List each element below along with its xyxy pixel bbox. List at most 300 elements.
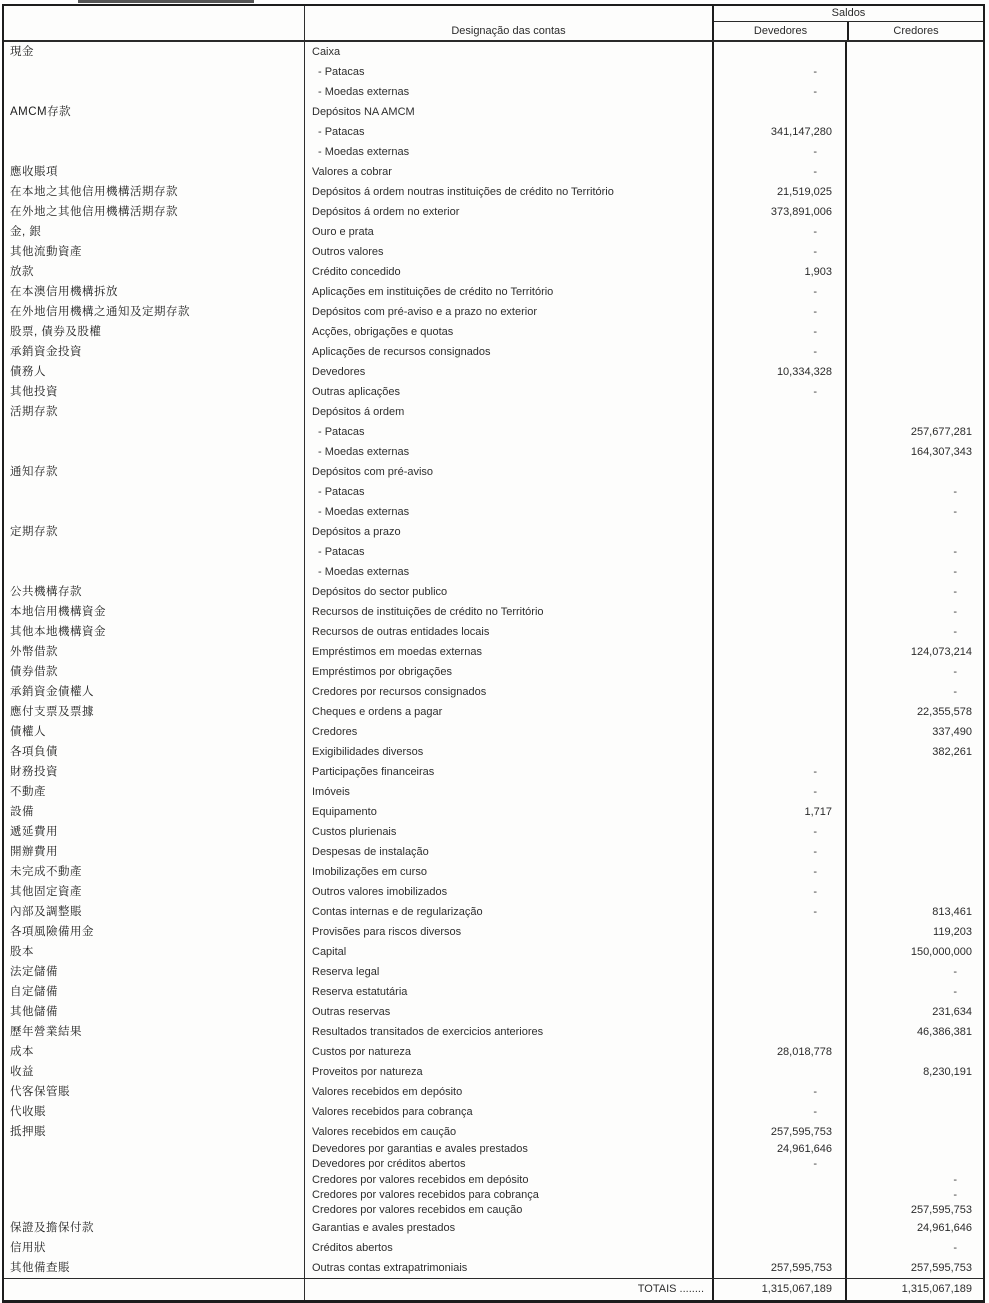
trial-balance-table: [2, 4, 985, 1303]
table-row: [4, 1188, 983, 1203]
credores-value: [845, 882, 985, 902]
credores-value: -: [845, 482, 985, 502]
table-row: [4, 682, 983, 702]
totals-devedores-value: 1,315,067,189: [712, 1279, 845, 1300]
account-name-zh: 其他流動資產: [10, 246, 82, 258]
account-name-pt: Depósitos do sector publico: [304, 582, 712, 602]
account-name-pt: Depósitos com pré-aviso: [304, 462, 712, 482]
totals-zh-cell: [4, 1279, 304, 1300]
table-row: [4, 642, 983, 662]
devedores-value: [712, 482, 845, 502]
table-row: [4, 862, 983, 882]
account-name-pt: Depósitos a prazo: [304, 522, 712, 542]
account-name-zh: 債務人: [10, 366, 46, 378]
devedores-value: -: [712, 782, 845, 802]
account-name-zh: [4, 422, 304, 442]
table-row: [4, 42, 983, 62]
credores-value: 382,261: [845, 742, 985, 762]
account-name-zh: 法定儲備: [10, 966, 58, 978]
table-row: [4, 1258, 983, 1278]
credores-value: 124,073,214: [845, 642, 985, 662]
totals-credores-value: 1,315,067,189: [845, 1279, 985, 1300]
account-name-pt: Credores por recursos consignados: [304, 682, 712, 702]
devedores-value: [712, 42, 845, 62]
devedores-value: [712, 402, 845, 422]
table-row: [4, 1042, 983, 1062]
account-name-pt: Depósitos á ordem noutras instituições de crédito no Território: [304, 182, 712, 202]
table-row: [4, 962, 983, 982]
header-devedores-label: Devedores: [753, 25, 808, 37]
account-name-zh: 收益: [10, 1066, 34, 1078]
credores-value: -: [845, 582, 985, 602]
devedores-value: -: [712, 822, 845, 842]
credores-value: [845, 142, 985, 162]
devedores-value: -: [712, 1102, 845, 1122]
account-name-pt: Devedores: [304, 362, 712, 382]
account-name-pt: - Patacas: [304, 62, 712, 82]
table-header: [4, 6, 983, 42]
account-name-pt: Depósitos NA AMCM: [304, 102, 712, 122]
devedores-value: -: [712, 62, 845, 82]
devedores-value: 21,519,025: [712, 182, 845, 202]
credores-value: [845, 82, 985, 102]
credores-value: [845, 1142, 985, 1157]
account-name-zh: [4, 562, 304, 582]
credores-value: 22,355,578: [845, 702, 985, 722]
credores-value: [845, 342, 985, 362]
table-row: [4, 582, 983, 602]
devedores-value: -: [712, 222, 845, 242]
credores-value: [845, 1102, 985, 1122]
devedores-value: [712, 682, 845, 702]
devedores-value: [712, 542, 845, 562]
credores-value: [845, 362, 985, 382]
header-designacao-label: Designação das contas: [304, 6, 712, 40]
account-name-pt: Crédito concedido: [304, 262, 712, 282]
credores-value: [845, 242, 985, 262]
account-name-zh: 信用狀: [10, 1242, 46, 1255]
devedores-value: -: [712, 1082, 845, 1102]
account-name-pt: Valores recebidos para cobrança: [304, 1102, 712, 1122]
table-row: [4, 142, 983, 162]
table-row: [4, 882, 983, 902]
account-name-zh: 活期存款: [10, 406, 58, 418]
credores-value: [845, 162, 985, 182]
table-row: [4, 502, 983, 522]
table-row: [4, 1203, 983, 1218]
account-name-zh: 財務投資: [10, 766, 58, 778]
devedores-value: -: [712, 322, 845, 342]
credores-value: 337,490: [845, 722, 985, 742]
account-name-zh: 其他本地機構資金: [10, 626, 106, 638]
account-name-pt: Custos plurienais: [304, 822, 712, 842]
table-row: [4, 1173, 983, 1188]
table-row: [4, 302, 983, 322]
table-row: [4, 982, 983, 1002]
table-row: [4, 402, 983, 422]
account-name-zh: 本地信用機構資金: [10, 606, 106, 618]
devedores-value: [712, 522, 845, 542]
account-name-zh: 債券借款: [10, 666, 58, 678]
table-row: [4, 922, 983, 942]
table-row: [4, 842, 983, 862]
account-name-pt: Cheques e ordens a pagar: [304, 702, 712, 722]
account-name-zh: [4, 442, 304, 462]
account-name-zh: 歷年營業結果: [10, 1026, 82, 1038]
credores-value: [845, 462, 985, 482]
credores-value: 46,386,381: [845, 1022, 985, 1042]
account-name-zh: 在外地信用機構之通知及定期存款: [10, 306, 190, 318]
table-row: [4, 382, 983, 402]
devedores-value: 24,961,646: [712, 1142, 845, 1157]
devedores-value: -: [712, 82, 845, 102]
account-name-zh: 抵押賬: [10, 1126, 46, 1138]
devedores-value: [712, 1173, 845, 1188]
devedores-value: 257,595,753: [712, 1122, 845, 1142]
credores-value: [845, 282, 985, 302]
credores-value: [845, 182, 985, 202]
account-name-zh: [4, 82, 304, 102]
credores-value: [845, 822, 985, 842]
credores-value: -: [845, 982, 985, 1002]
devedores-value: 341,147,280: [712, 122, 845, 142]
credores-value: -: [845, 602, 985, 622]
account-name-zh: [4, 1173, 304, 1188]
account-name-zh: 股本: [10, 946, 34, 958]
devedores-value: [712, 962, 845, 982]
devedores-value: -: [712, 242, 845, 262]
account-name-pt: - Moedas externas: [304, 502, 712, 522]
table-row: [4, 602, 983, 622]
devedores-value: [712, 562, 845, 582]
table-row: [4, 122, 983, 142]
account-name-pt: Recursos de outras entidades locais: [304, 622, 712, 642]
account-name-zh: 成本: [10, 1046, 34, 1058]
account-name-zh: 各項負債: [10, 746, 58, 758]
account-name-pt: Recursos de instituições de crédito no Território: [304, 602, 712, 622]
credores-value: [845, 802, 985, 822]
account-name-pt: Outras reservas: [304, 1002, 712, 1022]
accounts-rows: [4, 42, 983, 1278]
account-name-pt: Capital: [304, 942, 712, 962]
account-name-zh: [4, 542, 304, 562]
devedores-value: [712, 102, 845, 122]
account-name-pt: - Moedas externas: [304, 442, 712, 462]
table-row: [4, 662, 983, 682]
table-row: [4, 342, 983, 362]
account-name-pt: Empréstimos por obrigações: [304, 662, 712, 682]
table-row: [4, 1122, 983, 1142]
account-name-zh: [4, 62, 304, 82]
account-name-zh: 承銷資金投資: [10, 346, 82, 358]
account-name-pt: - Moedas externas: [304, 562, 712, 582]
account-name-zh: 股票, 債券及股權: [10, 326, 102, 338]
account-name-zh: 其他投資: [10, 386, 58, 398]
credores-value: 8,230,191: [845, 1062, 985, 1082]
table-row: [4, 1157, 983, 1172]
account-name-zh: 保證及擔保付款: [10, 1222, 94, 1235]
header-credores-label: Credores: [847, 22, 983, 40]
table-row: [4, 262, 983, 282]
table-row: [4, 202, 983, 222]
table-row: [4, 482, 983, 502]
credores-value: -: [845, 1188, 985, 1203]
credores-value: [845, 522, 985, 542]
account-name-zh: 其他儲備: [10, 1006, 58, 1018]
account-name-pt: Caixa: [304, 42, 712, 62]
credores-value: [845, 102, 985, 122]
account-name-zh: 不動產: [10, 786, 46, 798]
table-row: [4, 1002, 983, 1022]
account-name-zh: 定期存款: [10, 526, 58, 538]
account-name-pt: Contas internas e de regularização: [304, 902, 712, 922]
credores-value: [845, 862, 985, 882]
account-name-zh: AMCM存款: [10, 106, 72, 118]
account-name-zh: 放款: [10, 266, 34, 278]
account-name-pt: Acções, obrigações e quotas: [304, 322, 712, 342]
account-name-zh: [4, 482, 304, 502]
table-row: [4, 1022, 983, 1042]
scan-artifact: [78, 0, 254, 3]
credores-value: 813,461: [845, 902, 985, 922]
table-row: [4, 542, 983, 562]
header-saldos-label: Saldos: [714, 6, 983, 22]
account-name-zh: 現金: [10, 46, 34, 58]
devedores-value: 28,018,778: [712, 1042, 845, 1062]
account-name-pt: - Patacas: [304, 542, 712, 562]
account-name-zh: 自定儲備: [10, 986, 58, 998]
table-row: [4, 1142, 983, 1157]
devedores-value: [712, 722, 845, 742]
account-name-pt: Imobilizações em curso: [304, 862, 712, 882]
devedores-value: -: [712, 882, 845, 902]
table-row: [4, 942, 983, 962]
account-name-zh: 其他固定資產: [10, 886, 82, 898]
devedores-value: [712, 622, 845, 642]
devedores-value: [712, 1022, 845, 1042]
credores-value: [845, 402, 985, 422]
account-name-zh: [4, 122, 304, 142]
account-name-pt: Outros valores imobilizados: [304, 882, 712, 902]
table-row: [4, 622, 983, 642]
devedores-value: -: [712, 142, 845, 162]
header-saldos-group: [712, 6, 983, 40]
table-row: [4, 82, 983, 102]
credores-value: [845, 1042, 985, 1062]
devedores-value: -: [712, 1157, 845, 1172]
account-name-zh: [4, 1188, 304, 1203]
account-name-pt: Devedores por créditos abertos: [304, 1157, 712, 1172]
account-name-pt: Valores recebidos em depósito: [304, 1082, 712, 1102]
devedores-value: [712, 422, 845, 442]
devedores-value: -: [712, 902, 845, 922]
account-name-pt: Credores por valores recebidos em caução: [304, 1203, 712, 1218]
credores-value: 119,203: [845, 922, 985, 942]
credores-value: [845, 762, 985, 782]
totals-row: [4, 1278, 983, 1300]
devedores-value: [712, 582, 845, 602]
devedores-value: 257,595,753: [712, 1258, 845, 1278]
credores-value: 24,961,646: [845, 1218, 985, 1238]
credores-value: [845, 302, 985, 322]
account-name-pt: Participações financeiras: [304, 762, 712, 782]
account-name-zh: 在本地之其他信用機構活期存款: [10, 186, 178, 198]
credores-value: [845, 382, 985, 402]
devedores-value: -: [712, 382, 845, 402]
table-row: [4, 802, 983, 822]
credores-value: 257,595,753: [845, 1203, 985, 1218]
account-name-zh: 外幣借款: [10, 646, 58, 658]
devedores-value: 373,891,006: [712, 202, 845, 222]
table-row: [4, 222, 983, 242]
table-row: [4, 1218, 983, 1238]
account-name-zh: [4, 1203, 304, 1218]
account-name-pt: Despesas de instalação: [304, 842, 712, 862]
account-name-pt: Empréstimos em moedas externas: [304, 642, 712, 662]
table-row: [4, 322, 983, 342]
account-name-pt: Aplicações de recursos consignados: [304, 342, 712, 362]
credores-value: -: [845, 542, 985, 562]
devedores-value: -: [712, 162, 845, 182]
table-row: [4, 1238, 983, 1258]
table-row: [4, 282, 983, 302]
devedores-value: [712, 1238, 845, 1258]
credores-value: -: [845, 1173, 985, 1188]
table-row: [4, 522, 983, 542]
devedores-value: -: [712, 842, 845, 862]
devedores-value: [712, 1188, 845, 1203]
account-name-zh: 內部及調整賬: [10, 906, 82, 918]
credores-value: 257,677,281: [845, 422, 985, 442]
devedores-value: [712, 602, 845, 622]
devedores-value: -: [712, 282, 845, 302]
credores-value: [845, 1082, 985, 1102]
table-row: [4, 702, 983, 722]
devedores-value: [712, 942, 845, 962]
devedores-value: [712, 502, 845, 522]
account-name-pt: Ouro e prata: [304, 222, 712, 242]
account-name-zh: [4, 1157, 304, 1172]
table-row: [4, 902, 983, 922]
account-name-zh: [4, 502, 304, 522]
credores-value: -: [845, 962, 985, 982]
account-name-pt: Reserva estatutária: [304, 982, 712, 1002]
account-name-pt: Devedores por garantias e avales prestados: [304, 1142, 712, 1157]
table-row: [4, 762, 983, 782]
devedores-value: -: [712, 302, 845, 322]
account-name-pt: Depósitos á ordem: [304, 402, 712, 422]
devedores-value: [712, 702, 845, 722]
account-name-zh: [4, 142, 304, 162]
account-name-pt: Garantias e avales prestados: [304, 1218, 712, 1238]
credores-value: [845, 222, 985, 242]
account-name-zh: 代收賬: [10, 1106, 46, 1118]
account-name-pt: Valores a cobrar: [304, 162, 712, 182]
credores-value: 257,595,753: [845, 1258, 985, 1278]
credores-value: -: [845, 1238, 985, 1258]
credores-value: -: [845, 662, 985, 682]
account-name-pt: - Moedas externas: [304, 82, 712, 102]
account-name-pt: - Patacas: [304, 122, 712, 142]
account-name-zh: 遞延費用: [10, 826, 58, 838]
devedores-value: [712, 922, 845, 942]
credores-value: [845, 202, 985, 222]
devedores-value: [712, 1218, 845, 1238]
account-name-pt: Outras aplicações: [304, 382, 712, 402]
totals-label: TOTAIS ........: [304, 1279, 712, 1300]
account-name-pt: Equipamento: [304, 802, 712, 822]
table-row: [4, 362, 983, 382]
credores-value: 150,000,000: [845, 942, 985, 962]
credores-value: [845, 842, 985, 862]
account-name-pt: Resultados transitados de exercicios anteriores: [304, 1022, 712, 1042]
table-row: [4, 442, 983, 462]
account-name-zh: 承銷資金債權人: [10, 686, 94, 698]
account-name-zh: 債權人: [10, 726, 46, 738]
header-saldos-subcolumns: [714, 22, 983, 40]
credores-value: 164,307,343: [845, 442, 985, 462]
devedores-value: [712, 1203, 845, 1218]
credores-value: [845, 782, 985, 802]
devedores-value: [712, 1062, 845, 1082]
account-name-zh: 開辦費用: [10, 846, 58, 858]
credores-value: 231,634: [845, 1002, 985, 1022]
account-name-pt: Depósitos com pré-aviso e a prazo no exterior: [304, 302, 712, 322]
account-name-pt: Credores por valores recebidos em depósito: [304, 1173, 712, 1188]
table-row: [4, 242, 983, 262]
table-row: [4, 1082, 983, 1102]
account-name-zh: 金, 銀: [10, 226, 42, 238]
account-name-zh: 在本澳信用機構拆放: [10, 286, 118, 298]
table-row: [4, 1062, 983, 1082]
table-row: [4, 62, 983, 82]
devedores-value: -: [712, 762, 845, 782]
table-row: [4, 422, 983, 442]
devedores-value: 1,903: [712, 262, 845, 282]
devedores-value: 10,334,328: [712, 362, 845, 382]
account-name-pt: - Patacas: [304, 422, 712, 442]
devedores-value: -: [712, 342, 845, 362]
account-name-pt: Outras contas extrapatrimoniais: [304, 1258, 712, 1278]
table-row: [4, 722, 983, 742]
account-name-pt: Credores: [304, 722, 712, 742]
account-name-pt: Proveitos por natureza: [304, 1062, 712, 1082]
account-name-pt: - Moedas externas: [304, 142, 712, 162]
header-accounts-zh-cell: [4, 6, 304, 40]
table-row: [4, 162, 983, 182]
account-name-zh: 在外地之其他信用機構活期存款: [10, 206, 178, 218]
table-row: [4, 742, 983, 762]
credores-value: [845, 42, 985, 62]
credores-value: -: [845, 622, 985, 642]
devedores-value: [712, 662, 845, 682]
credores-value: [845, 1122, 985, 1142]
table-row: [4, 102, 983, 122]
account-name-zh: 應收賬項: [10, 166, 58, 178]
table-row: [4, 822, 983, 842]
account-name-zh: 公共機構存款: [10, 586, 82, 598]
account-name-pt: - Patacas: [304, 482, 712, 502]
table-row: [4, 1102, 983, 1122]
account-name-zh: 通知存款: [10, 466, 58, 478]
table-row: [4, 182, 983, 202]
devedores-value: [712, 442, 845, 462]
account-name-zh: 應付支票及票據: [10, 706, 94, 718]
credores-value: [845, 322, 985, 342]
credores-value: [845, 1157, 985, 1172]
account-name-zh: 各項風險備用金: [10, 926, 94, 938]
account-name-pt: Exigibilidades diversos: [304, 742, 712, 762]
